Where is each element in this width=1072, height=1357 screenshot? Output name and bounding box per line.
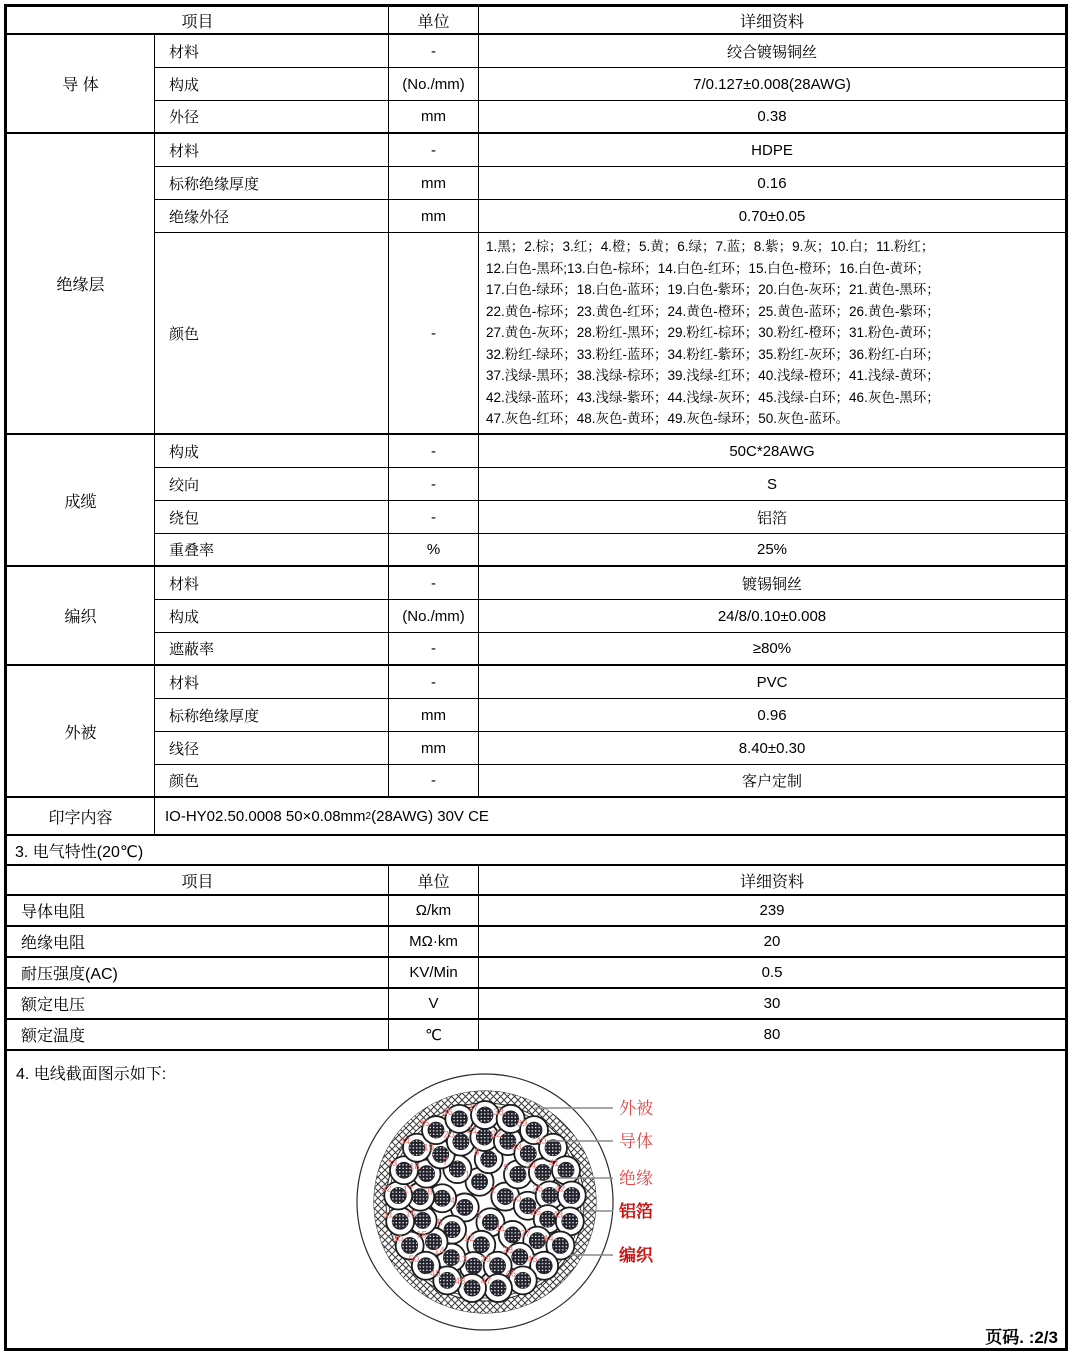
detail-cell	[479, 233, 1065, 435]
detail-cell: 镀锡铜丝	[479, 567, 1065, 600]
wire-number: 36	[442, 1106, 453, 1118]
group-label-cell: 编织	[7, 567, 155, 666]
unit-cell: -	[389, 666, 479, 699]
detail-cell: 铝箔	[479, 501, 1065, 534]
wire-number: 49	[429, 1268, 441, 1280]
elec-unit-cell: V	[389, 989, 479, 1020]
wire-conductor	[471, 1174, 487, 1190]
wire-number: 5	[437, 1217, 443, 1229]
color-code-line: 22.黄色-棕环；23.黄色-红环；24.黄色-橙环；25.黄色-蓝环；26.黄色-紫环；	[486, 303, 940, 319]
wire-conductor	[457, 1199, 473, 1215]
diagram-label: 编织	[619, 1246, 653, 1265]
wire-number: 19	[423, 1142, 435, 1154]
spec-table	[7, 7, 1065, 836]
item-cell: 材料	[155, 35, 389, 68]
elec-header-detail: 详细资料	[479, 866, 1065, 896]
elec-item-cell: 耐压强度(AC)	[7, 958, 389, 989]
diagram-label: 铝箔	[619, 1202, 653, 1221]
item-cell: 构成	[155, 435, 389, 468]
wire-number: 43	[552, 1209, 564, 1221]
color-code-line: 27.黄色-灰环；28.粉红-黑环；29.粉红-棕环；30.粉红-橙环；31.粉色-黄环；	[486, 325, 940, 341]
wire-number: 31	[382, 1209, 394, 1221]
elec-unit-cell: ℃	[389, 1020, 479, 1051]
wire-number: 42	[554, 1183, 566, 1195]
wire-conductor	[489, 1258, 505, 1274]
elec-item-cell: 导体电阻	[7, 896, 389, 927]
wire-number: 48	[454, 1276, 466, 1288]
item-cell: 绝缘外径	[155, 200, 389, 233]
unit-cell: -	[389, 435, 479, 468]
wire-number: 24	[525, 1160, 537, 1172]
cable-cross-section-diagram	[7, 1051, 1065, 1348]
wire-conductor	[536, 1258, 552, 1274]
elec-unit-cell: Ω/km	[389, 896, 479, 927]
item-cell: 材料	[155, 567, 389, 600]
wire-conductor	[545, 1140, 561, 1156]
print-content-cell	[155, 798, 1065, 836]
print-label-cell: 印字内容	[7, 798, 155, 836]
diagram-label: 绝缘	[619, 1169, 653, 1188]
color-code-line: 37.浅绿-黑环；38.浅绿-棕环；39.浅绿-红环；40.浅绿-橙环；41.浅绿-黄环；	[486, 368, 940, 384]
wire-conductor	[490, 1280, 506, 1296]
detail-cell: 25%	[479, 534, 1065, 567]
spec-sheet-page	[4, 4, 1068, 1351]
wire-number: 41	[548, 1158, 560, 1170]
unit-cell: mm	[389, 732, 479, 765]
item-cell: 遮蔽率	[155, 633, 389, 666]
spec-header-unit: 单位	[389, 7, 479, 35]
wire-number: 34	[399, 1135, 411, 1147]
item-cell: 材料	[155, 666, 389, 699]
wire-number: 16	[405, 1208, 416, 1220]
wire-number: 9	[503, 1162, 509, 1174]
elec-detail-cell: 80	[479, 1020, 1065, 1051]
wire-conductor	[473, 1237, 489, 1253]
unit-cell: mm	[389, 200, 479, 233]
wire-number: 22	[490, 1129, 502, 1141]
wire-number: 33	[386, 1158, 398, 1170]
wire-conductor	[439, 1272, 455, 1288]
diagram-label: 导体	[619, 1132, 653, 1151]
diagram-label: 外被	[619, 1099, 653, 1118]
print-content-text: IO-HY02.50.0008 50×0.08mm	[165, 807, 366, 825]
wire-number: 13	[456, 1254, 468, 1266]
detail-cell: 0.96	[479, 699, 1065, 732]
wire-number: 4	[450, 1195, 456, 1207]
unit-cell: -	[389, 633, 479, 666]
elec-header-unit: 单位	[389, 866, 479, 896]
wire-number: 46	[505, 1268, 517, 1280]
group-label-cell: 导 体	[7, 35, 155, 134]
item-cell: 绕包	[155, 501, 389, 534]
item-cell: 颜色	[155, 765, 389, 798]
wire-number: 32	[380, 1183, 392, 1195]
wire-conductor	[481, 1151, 497, 1167]
wire-conductor	[552, 1237, 568, 1253]
wire-number: 26	[530, 1207, 541, 1219]
detail-cell: PVC	[479, 666, 1065, 699]
item-cell: 材料	[155, 134, 389, 167]
color-code-line: 12.白色-黑环;13.白色-棕环；14.白色-红环；15.白色-橙环；16.白色-黄环；	[486, 260, 931, 276]
electrical-section-title: 3. 电气特性(20℃)	[7, 836, 1065, 866]
wire-number: 44	[543, 1233, 554, 1245]
wire-number: 1	[464, 1169, 471, 1181]
wire-conductor	[510, 1166, 526, 1182]
item-cell: 标称绝缘厚度	[155, 167, 389, 200]
unit-cell: -	[389, 134, 479, 167]
wire-number: 3	[475, 1210, 482, 1222]
wire-number: 10	[510, 1193, 522, 1205]
wire-conductor	[515, 1272, 531, 1288]
item-cell: 标称绝缘厚度	[155, 699, 389, 732]
color-code-line: 42.浅绿-蓝环；43.浅绿-紫环；44.浅绿-灰环；45.浅绿-白环；46.灰色-黑环；	[486, 389, 940, 405]
item-cell: 绞向	[155, 468, 389, 501]
wire-number: 7	[442, 1157, 449, 1169]
wire-conductor	[451, 1111, 467, 1127]
wire-number: 30	[392, 1233, 403, 1245]
elec-detail-cell: 30	[479, 989, 1065, 1020]
wire-number: 8	[474, 1147, 480, 1159]
detail-cell: HDPE	[479, 134, 1065, 167]
detail-cell: 50C*28AWG	[479, 435, 1065, 468]
wire-conductor	[418, 1166, 434, 1182]
elec-unit-cell: MΩ·km	[389, 927, 479, 958]
item-cell: 颜色	[155, 233, 389, 435]
unit-cell: -	[389, 233, 479, 435]
wire-number: 17	[402, 1184, 414, 1196]
wire-conductor	[564, 1187, 580, 1203]
spec-header-item: 项目	[7, 7, 389, 35]
elec-item-cell: 绝缘电阻	[7, 927, 389, 958]
detail-cell: 客户定制	[479, 765, 1065, 798]
cross-section-panel	[7, 1051, 1065, 1348]
wire-conductor	[512, 1249, 528, 1265]
spec-header-detail: 详细资料	[479, 7, 1065, 35]
wire-number: 15	[416, 1229, 427, 1241]
unit-cell: -	[389, 567, 479, 600]
color-code-line: 17.白色-绿环；18.白色-蓝环；19.白色-紫环；20.白色-灰环；21.黄色-黑环；	[486, 282, 940, 298]
group-label-cell: 成缆	[7, 435, 155, 567]
detail-cell: 0.16	[479, 167, 1065, 200]
print-content-text: (28AWG) 30V CE	[371, 807, 489, 825]
elec-item-cell: 额定温度	[7, 1020, 389, 1051]
wire-number: 39	[516, 1118, 528, 1130]
unit-cell: mm	[389, 699, 479, 732]
item-cell: 构成	[155, 68, 389, 101]
wire-number: 11	[495, 1222, 506, 1234]
wire-number: 21	[467, 1125, 478, 1137]
wire-conductor	[477, 1107, 493, 1123]
item-cell: 构成	[155, 600, 389, 633]
wire-conductor	[412, 1189, 428, 1205]
elec-item-cell: 额定电压	[7, 989, 389, 1020]
wire-number: 18	[409, 1161, 420, 1173]
detail-cell: 绞合镀锡铜丝	[479, 35, 1065, 68]
elec-detail-cell: 20	[479, 927, 1065, 958]
item-cell: 重叠率	[155, 534, 389, 567]
unit-cell: (No./mm)	[389, 68, 479, 101]
unit-cell: (No./mm)	[389, 600, 479, 633]
wire-number: 35	[418, 1118, 430, 1130]
unit-cell: -	[389, 468, 479, 501]
wire-number: 37	[467, 1103, 479, 1114]
detail-cell: 7/0.127±0.008(28AWG)	[479, 68, 1065, 101]
color-code-line: 47.灰色-红环；48.灰色-黄环；49.灰色-绿环；50.灰色-蓝环。	[486, 411, 850, 427]
group-label-cell: 绝缘层	[7, 134, 155, 435]
wire-conductor	[520, 1145, 536, 1161]
elec-header-item: 项目	[7, 866, 389, 896]
item-cell: 外径	[155, 101, 389, 134]
electrical-table	[7, 866, 1065, 1051]
cross-section-title: 4. 电线截面图示如下:	[16, 1066, 167, 1083]
wire-conductor	[415, 1212, 431, 1228]
unit-cell: %	[389, 534, 479, 567]
wire-number: 27	[519, 1228, 531, 1240]
elec-detail-cell: 0.5	[479, 958, 1065, 989]
item-cell: 线径	[155, 732, 389, 765]
print-content-text: 2	[365, 810, 372, 822]
group-label-cell: 外被	[7, 666, 155, 798]
wire-conductor	[464, 1280, 480, 1296]
wire-number: 45	[526, 1253, 538, 1265]
detail-cell: ≥80%	[479, 633, 1065, 666]
color-code-line: 1.黑；2.棕；3.红；4.橙；5.黄；6.绿；7.蓝；8.紫；9.灰；10.白；11.粉红；	[486, 239, 935, 255]
page-number: 页码. :2/3	[985, 1328, 1058, 1347]
elec-unit-cell: KV/Min	[389, 958, 479, 989]
detail-cell: 0.38	[479, 101, 1065, 134]
color-code-line: 32.粉红-绿环；33.粉红-蓝环；34.粉红-紫环；35.粉红-灰环；36.粉红-白环；	[486, 346, 940, 362]
unit-cell: mm	[389, 101, 479, 134]
wire-number: 50	[408, 1253, 420, 1265]
wire-number: 23	[511, 1141, 522, 1153]
unit-cell: -	[389, 765, 479, 798]
wire-conductor	[558, 1162, 574, 1178]
wire-number: 12	[463, 1232, 475, 1244]
wire-number: 38	[493, 1106, 504, 1118]
unit-cell: -	[389, 501, 479, 534]
wire-number: 20	[443, 1129, 455, 1141]
unit-cell: mm	[389, 167, 479, 200]
elec-detail-cell: 239	[479, 896, 1065, 927]
detail-cell: S	[479, 468, 1065, 501]
detail-cell: 8.40±0.30	[479, 732, 1065, 765]
wire-number: 47	[480, 1276, 492, 1288]
wire-conductor	[562, 1213, 578, 1229]
detail-cell: 24/8/0.10±0.008	[479, 600, 1065, 633]
wire-number: 6	[427, 1186, 433, 1198]
wire-conductor	[428, 1122, 444, 1138]
wire-number: 40	[535, 1135, 547, 1147]
wire-number: 29	[480, 1253, 491, 1265]
wire-number: 25	[532, 1183, 543, 1195]
wire-number: 28	[502, 1244, 514, 1256]
wire-conductor	[434, 1190, 450, 1206]
wire-number: 2	[490, 1184, 496, 1196]
wire-number: 14	[434, 1245, 445, 1257]
detail-cell: 0.70±0.05	[479, 200, 1065, 233]
wire-conductor	[505, 1227, 521, 1243]
unit-cell: -	[389, 35, 479, 68]
